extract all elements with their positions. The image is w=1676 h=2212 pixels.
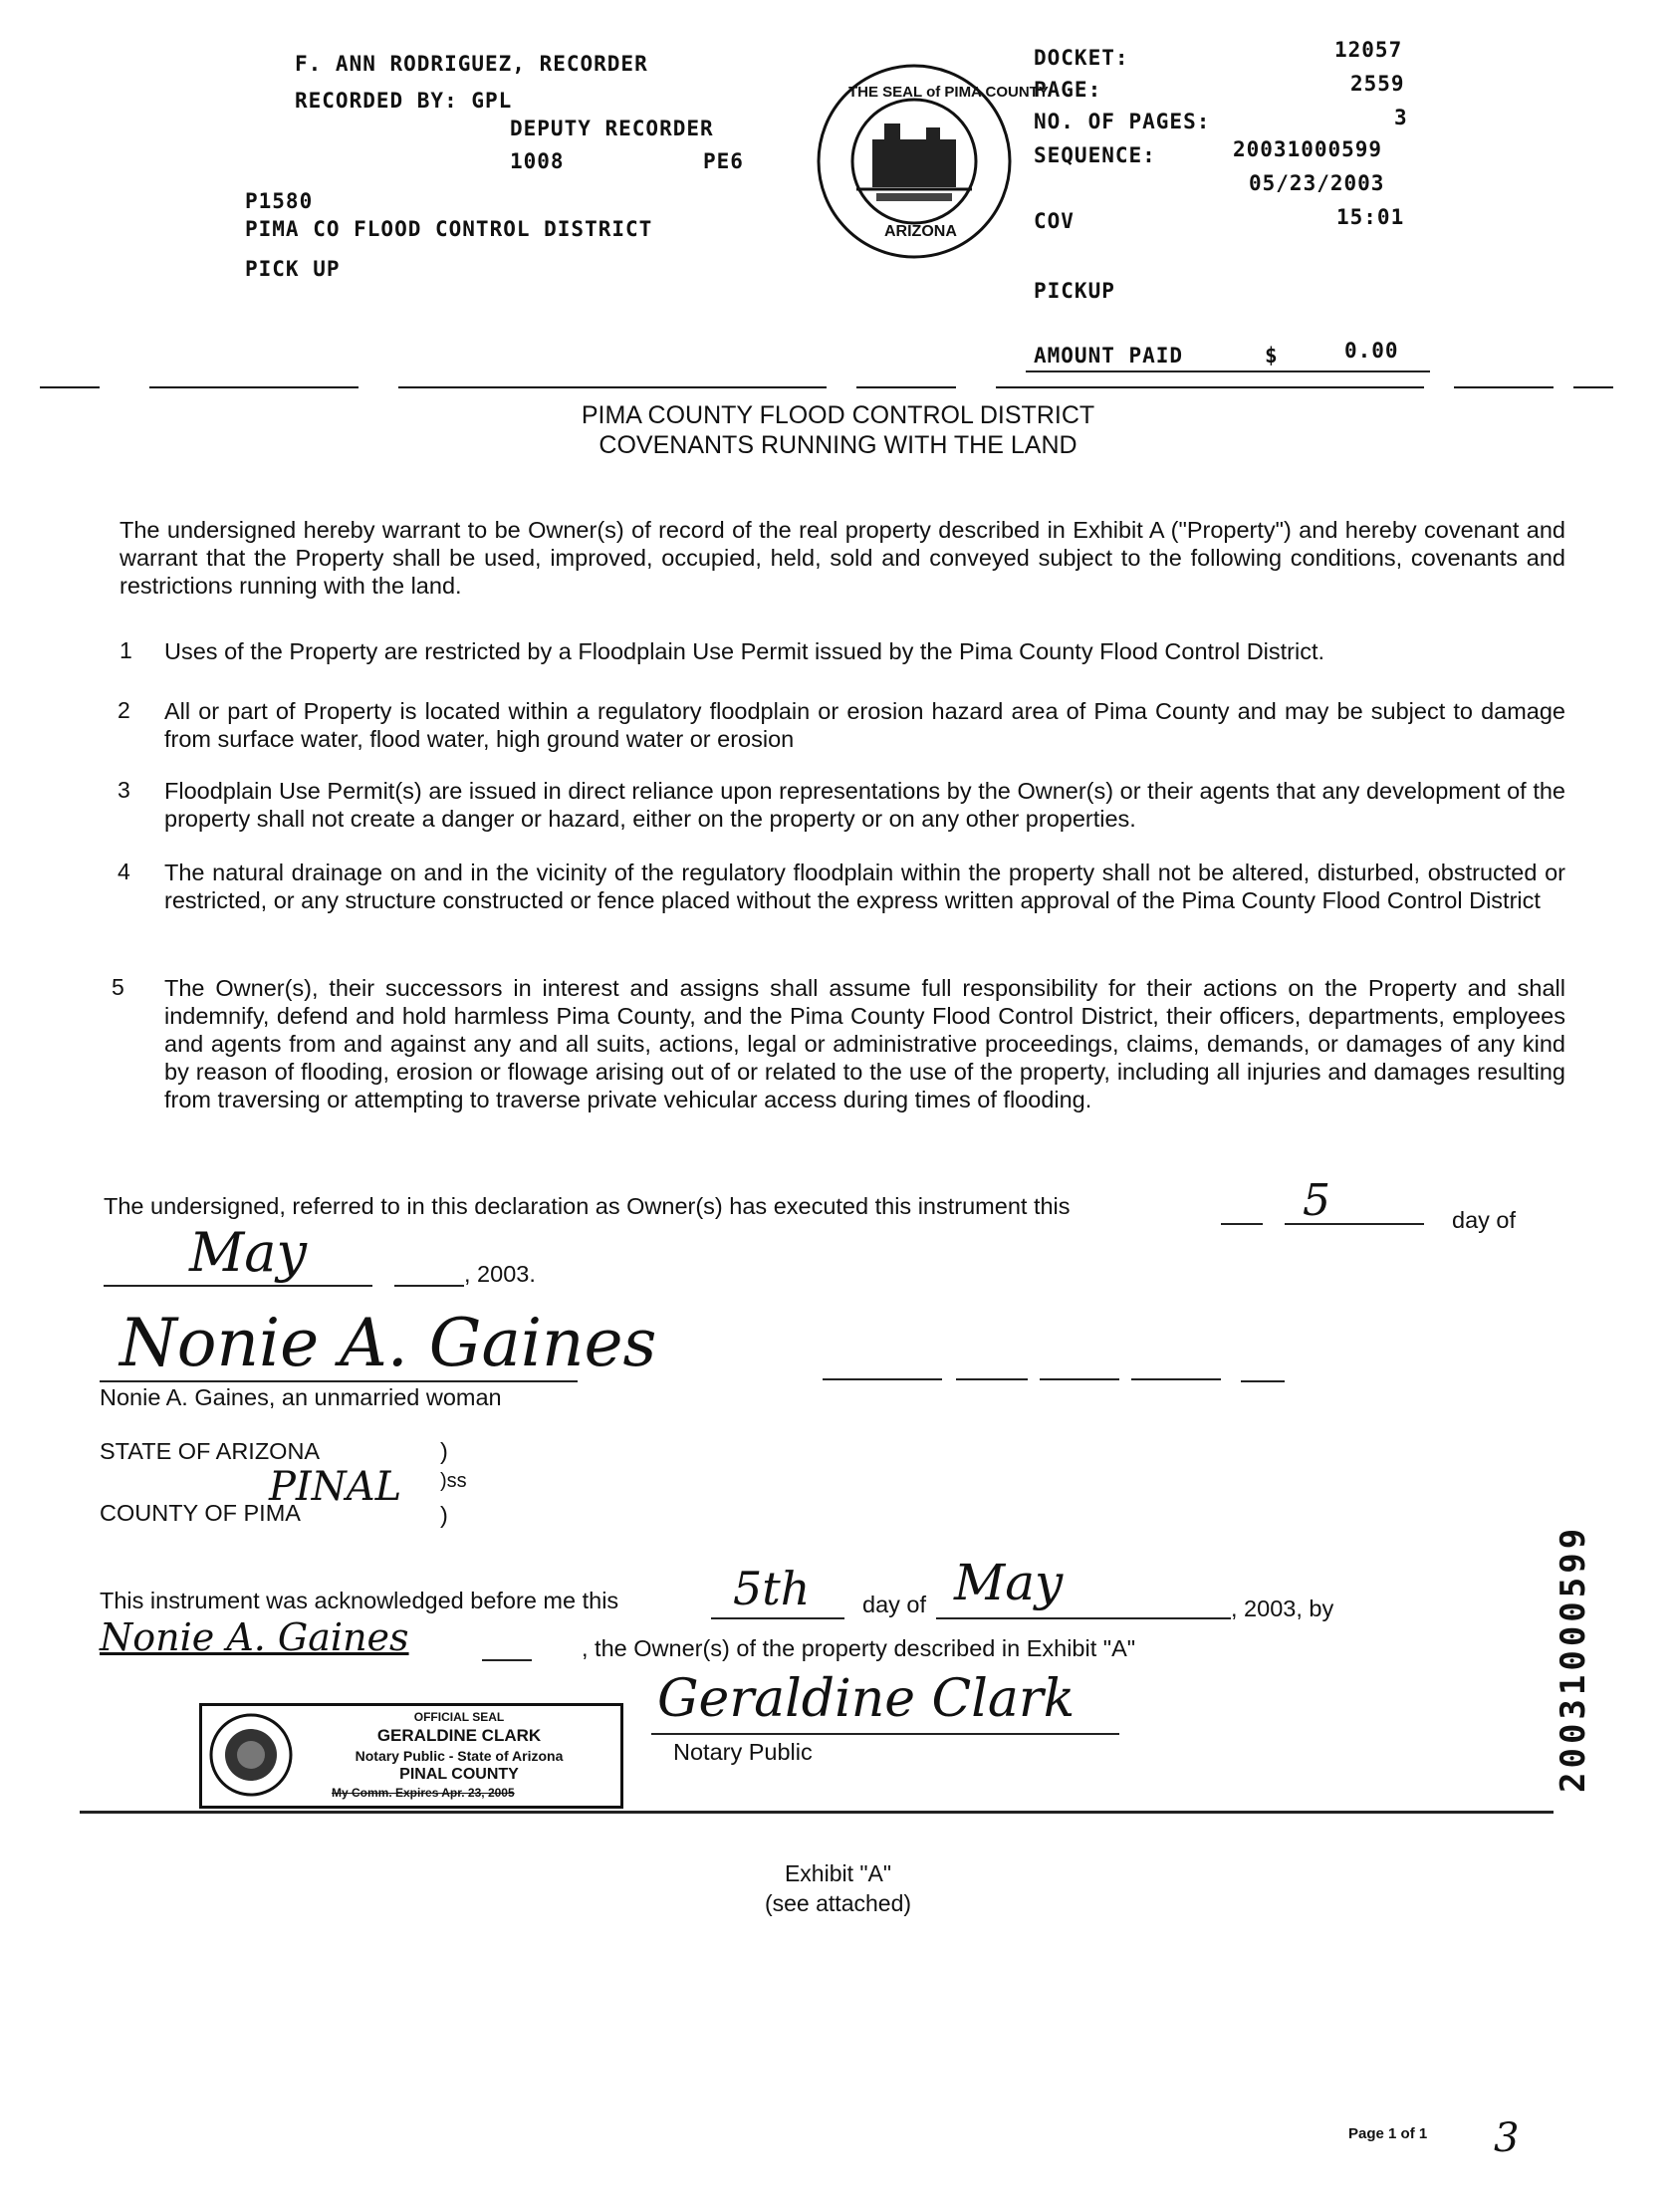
condition-item: The natural drainage on and in the vicinity of the regulatory floodplain within the property shall not be altered, disturbed, obstructed or restricted, or any structure constructed or fence placed without the express written approval of the Pima County Flood Control District	[164, 860, 1565, 913]
year-blank	[394, 1285, 464, 1287]
page-indicator: Page 1 of 1	[1348, 2125, 1428, 2142]
divider	[149, 386, 359, 388]
divider	[398, 386, 827, 388]
recording-time: 15:01	[1336, 205, 1405, 229]
exhibit-label: Exhibit "A"	[784, 1860, 892, 1886]
pages-value: 3	[1394, 106, 1408, 129]
ack-month-blank	[936, 1617, 1191, 1619]
handwritten-page-mark: 3	[1494, 2115, 1520, 2161]
currency-symbol: $	[1265, 344, 1279, 368]
ack-owner-text: , the Owner(s) of the property described in Exhibit "A"	[582, 1635, 1136, 1661]
seal-text-top: THE SEAL of PIMA COUNTY	[848, 84, 1049, 101]
divider	[1454, 386, 1554, 388]
notary-name: GERALDINE CLARK	[376, 1726, 542, 1745]
sequence-value: 20031000599	[1233, 137, 1383, 161]
side-sequence-stamp: 20031000599	[1554, 1524, 1593, 1793]
ack-day-of: day of	[862, 1592, 927, 1617]
handwritten-day: 5	[1303, 1175, 1330, 1226]
execution-year: , 2003.	[464, 1261, 536, 1287]
ss-label: )ss	[440, 1470, 467, 1492]
ack-day-blank	[711, 1617, 844, 1619]
day-blank	[1221, 1223, 1263, 1225]
divider	[856, 386, 956, 388]
notary-public-label: Notary Public	[673, 1739, 813, 1765]
recorder-code-3: P1580	[245, 189, 314, 213]
docket-label: DOCKET:	[1034, 46, 1129, 70]
ack-year: , 2003, by	[1231, 1596, 1334, 1621]
notary-signature: Geraldine Clark	[657, 1669, 1076, 1729]
recorder-code-1: 1008	[510, 149, 565, 173]
pick-up-label: PICK UP	[245, 257, 341, 281]
bracket: )	[440, 1438, 448, 1464]
recording-date: 05/23/2003	[1249, 171, 1385, 195]
item-number: 3	[118, 777, 130, 803]
second-signature-line	[1040, 1378, 1119, 1380]
notary-seal-stamp	[199, 1703, 623, 1809]
recorder-name: F. ANN RODRIGUEZ, RECORDER	[295, 52, 648, 76]
page-value: 2559	[1350, 72, 1405, 96]
divider	[996, 386, 1424, 388]
cov-label: COV	[1034, 209, 1075, 233]
pickup-label: PICKUP	[1034, 279, 1115, 303]
handwritten-month: May	[189, 1221, 307, 1284]
docket-value: 12057	[1334, 38, 1403, 62]
recorded-by: RECORDED BY: GPL	[295, 89, 513, 113]
document-title: PIMA COUNTY FLOOD CONTROL DISTRICT	[581, 401, 1095, 429]
notary-seal-title: OFFICIAL SEAL	[413, 1710, 505, 1724]
document-subtitle: COVENANTS RUNNING WITH THE LAND	[599, 431, 1077, 459]
notary-seal-emblem	[208, 1712, 294, 1798]
notary-commission: My Comm. Expires Apr. 23, 2005	[332, 1786, 515, 1800]
item-number: 5	[112, 974, 124, 1000]
handwritten-ack-day: 5th	[733, 1562, 811, 1615]
deputy-recorder: DEPUTY RECORDER	[510, 117, 714, 140]
item-number: 4	[118, 859, 130, 884]
district-name: PIMA CO FLOOD CONTROL DISTRICT	[245, 217, 653, 241]
condition-item: Floodplain Use Permit(s) are issued in direct reliance upon representations by the Owner(s) or their agents that any development of the property shall not create a danger or hazard, either on the property or on any other properties.	[164, 778, 1565, 832]
exhibit-note: (see attached)	[764, 1890, 912, 1916]
month-blank	[104, 1285, 372, 1287]
seal-text-bottom: ARIZONA	[884, 223, 957, 240]
notary-state: Notary Public - State of Arizona	[355, 1748, 564, 1764]
item-number: 1	[120, 637, 132, 663]
signer-name: Nonie A. Gaines, an unmarried woman	[100, 1384, 502, 1410]
notary-county: PINAL COUNTY	[399, 1766, 519, 1783]
condition-item: Uses of the Property are restricted by a Floodplain Use Permit issued by the Pima County Flood Control District.	[164, 638, 1325, 664]
notary-signature-line	[651, 1733, 1119, 1735]
pages-label: NO. OF PAGES:	[1034, 110, 1211, 133]
amount-paid-label: AMOUNT PAID	[1034, 344, 1184, 368]
execution-text: The undersigned, referred to in this declaration as Owner(s) has executed this instrument this	[104, 1193, 1071, 1219]
state-line: STATE OF ARIZONA	[100, 1438, 321, 1464]
second-signature-line	[823, 1378, 942, 1380]
condition-item: All or part of Property is located within a regulatory floodplain or erosion hazard area of Pima County and may be subject to damage from surface water, flood water, high ground water or erosion	[164, 698, 1565, 752]
item-number: 2	[118, 697, 130, 723]
second-signature-line	[1131, 1378, 1221, 1380]
condition-item: The Owner(s), their successors in interest and assigns shall assume full responsibility for their actions on the Property and shall indemnify, defend and hold harmless Pima County, and the Pima County Flood Control District, their officers, departments, employees and agents from and against any and all suits, actions, legal or administrative proceedings, claims, demands, or damages of any kind by reason of flooding, erosion or flowage arising out of or related to the use of the property, including all injuries and damages resulting from traversing or attempting to traverse private vehicular access during times of flooding.	[164, 975, 1565, 1112]
second-signature-line	[1241, 1380, 1285, 1382]
owner-signature: Nonie A. Gaines	[120, 1305, 657, 1381]
acknowledgment-text: This instrument was acknowledged before me this	[100, 1588, 619, 1613]
county-line: COUNTY OF PIMA	[100, 1500, 301, 1526]
divider	[1573, 386, 1613, 388]
bottom-rule	[80, 1811, 1554, 1814]
day-of-label: day of	[1452, 1207, 1517, 1233]
sequence-label: SEQUENCE:	[1034, 143, 1156, 167]
second-signature-line	[956, 1378, 1028, 1380]
divider	[40, 386, 100, 388]
handwritten-ack-month: May	[954, 1554, 1064, 1611]
handwritten-owner-name: Nonie A. Gaines	[100, 1615, 409, 1659]
county-seal	[815, 62, 1049, 261]
intro-paragraph: The undersigned hereby warrant to be Owner(s) of record of the real property described in Exhibit A ("Property") and hereby covenant and warrant that the Property shall be used, improved, occupied, held, sold and conveyed subject to the following conditions, covenants and restrictions running with the land.	[120, 517, 1565, 599]
ack-year-blank	[1175, 1617, 1231, 1619]
amount-underline	[1026, 370, 1430, 372]
page-label: PAGE:	[1034, 78, 1102, 102]
ack-name-blank	[482, 1659, 532, 1661]
signature-line	[100, 1380, 578, 1382]
recorder-code-2: PE6	[703, 149, 744, 173]
amount-paid-value: 0.00	[1344, 339, 1399, 363]
handwritten-county: PINAL	[269, 1464, 402, 1510]
bracket: )	[440, 1502, 448, 1528]
